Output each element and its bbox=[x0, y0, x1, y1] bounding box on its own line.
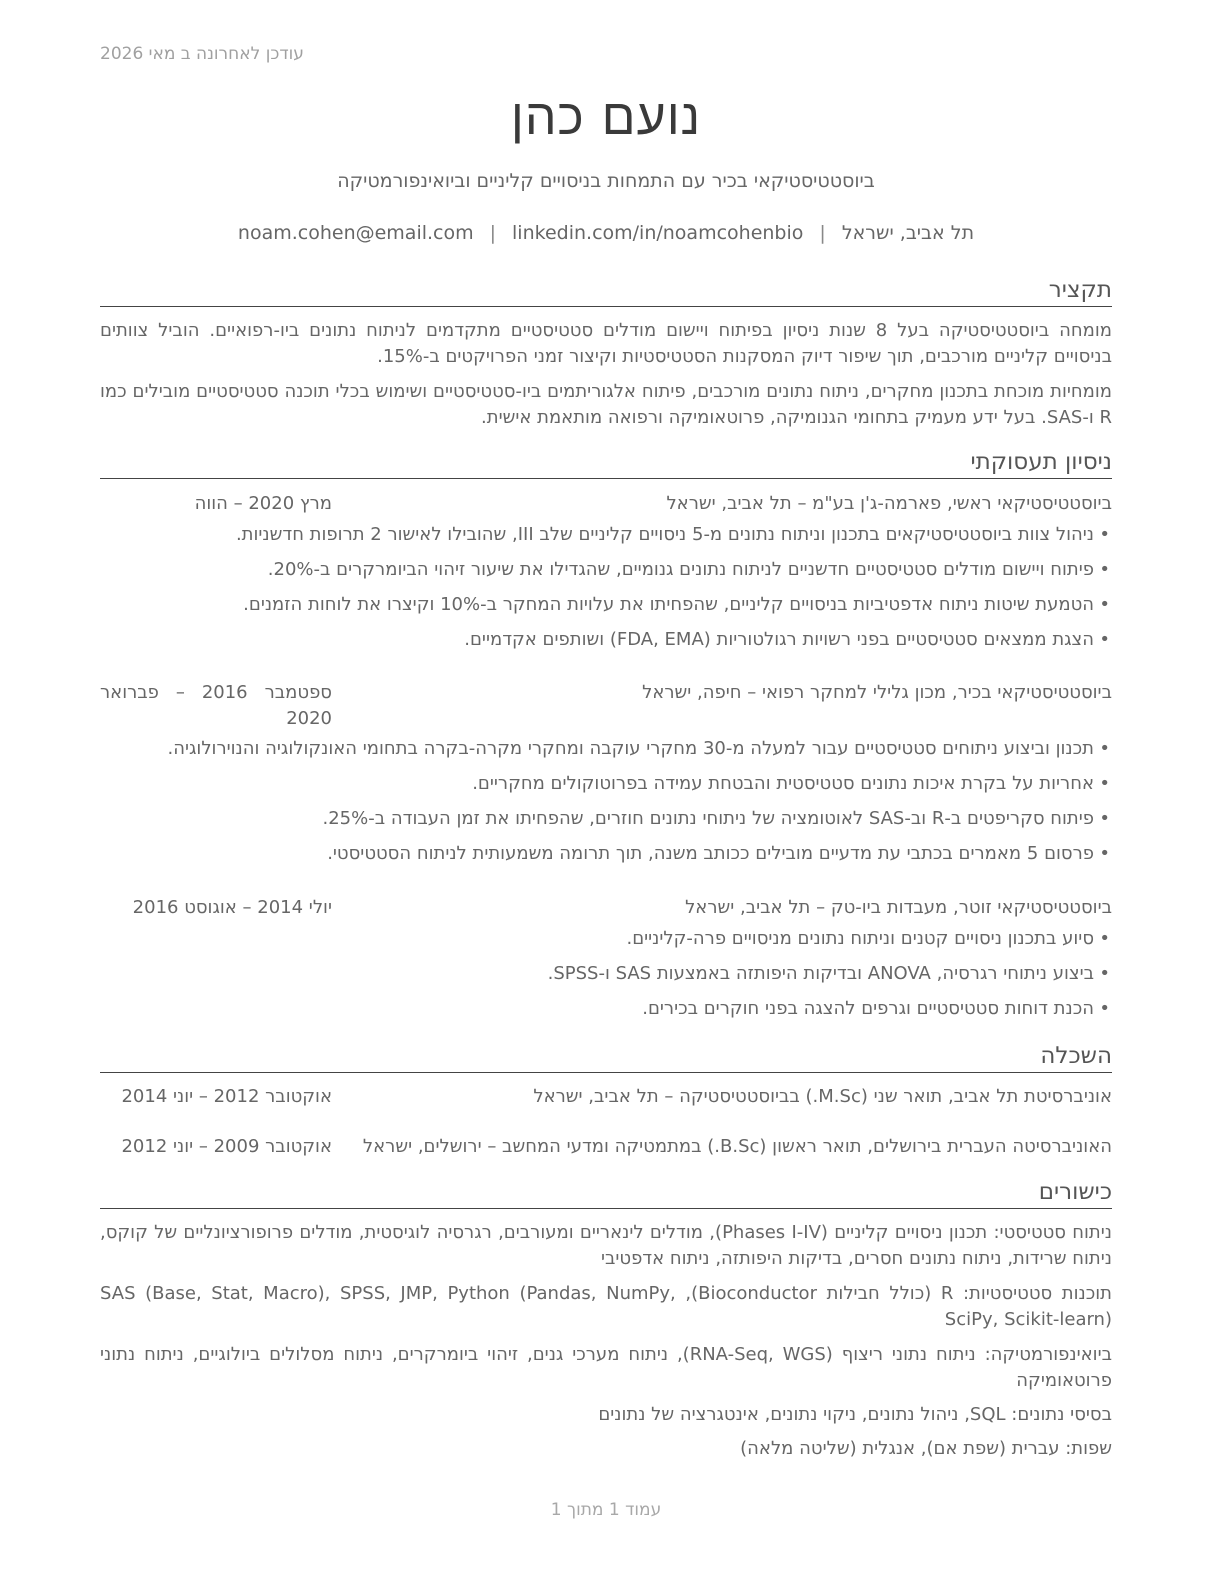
education-title: האוניברסיטה העברית בירושלים, תואר ראשון (B.Sc.) במתמטיקה ומדעי המחשב – ירושלים, ישראל bbox=[362, 1136, 1112, 1157]
list-item: • הצגת ממצאים סטטיסטיים בפני רשויות רגולטוריות (FDA, EMA) ושותפים אקדמיים. bbox=[100, 627, 1112, 662]
skills-item: שפות: עברית (שפת אם), אנגלית (שליטה מלאה) bbox=[740, 1438, 1112, 1459]
job-bullets bbox=[100, 522, 1112, 662]
job-bullets bbox=[100, 736, 1112, 876]
skills-heading: כישורים bbox=[100, 1177, 1112, 1209]
contact-separator: | bbox=[489, 222, 497, 244]
list-item: • הטמעת שיטות ניתוח אדפטיביות בניסויים קליניים, שהפחיתו את עלויות המחקר ב-10% וקיצרו את לוחות הזמנים. bbox=[100, 592, 1112, 627]
list-item: • פיתוח ויישום מודלים סטטיסטיים חדשניים לניתוח נתונים גנומיים, שהגדילו את שיעור זיהוי הביומרקרים ב-20%. bbox=[100, 557, 1112, 592]
job-header bbox=[100, 491, 1112, 517]
list-item: • ביצוע ניתוחי רגרסיה, ANOVA ובדיקות היפותזה באמצעות SAS ו-SPSS. bbox=[100, 961, 1112, 996]
job-dates: מרץ 2020 – הווה bbox=[194, 493, 332, 514]
job-title: ביוסטטיסטיקאי בכיר, מכון גלילי למחקר רפואי – חיפה, ישראל bbox=[642, 682, 1112, 703]
bullet-icon: • bbox=[1099, 928, 1110, 949]
education-heading: השכלה bbox=[100, 1041, 1112, 1073]
summary-paragraph: מומחה ביוסטטיסטיקה בעל 8 שנות ניסיון בפיתוח ויישום מודלים סטטיסטיים מתקדמים לניתוח נתונים ביו-רפואיים. הוביל צוותים בניסויים קליניים מורכבים, תוך שיפור דיוק המסקנות הסטטיסטיות וקיצור זמני הפרויקטים ב-15%. bbox=[100, 320, 1112, 367]
last-updated: עודכן לאחרונה ב מאי 2026 bbox=[100, 44, 304, 64]
job-dates: ספטמבר 2016 – פברואר 2020 bbox=[100, 682, 332, 729]
resume-page bbox=[100, 0, 1112, 1584]
bullet-icon: • bbox=[1099, 594, 1110, 615]
bullet-icon: • bbox=[1099, 524, 1110, 545]
skills-item: בסיסי נתונים: SQL, ניהול נתונים, ניקוי נתונים, אינטגרציה של נתונים bbox=[598, 1404, 1112, 1425]
bullet-icon: • bbox=[1099, 773, 1110, 794]
bullet-icon: • bbox=[1099, 843, 1110, 864]
skills-item: ניתוח סטטיסטי: תכנון ניסויים קליניים (Phases I-IV), מודלים לינאריים ומעורבים, רגרסיה לוגיסטית, מודלים פרופורציונליים של קוקס, ניתוח שרידות, ניתוח נתונים חסרים, בדיקות היפותזה, ניתוח אדפטיבי bbox=[100, 1222, 1112, 1269]
contact-linkedin[interactable]: linkedin.com/in/noamcohenbio bbox=[512, 222, 804, 244]
education-dates: אוקטובר 2009 – יוני 2012 bbox=[121, 1136, 332, 1157]
page-number: עמוד 1 מתוך 1 bbox=[550, 1500, 662, 1520]
bullet-icon: • bbox=[1099, 629, 1110, 650]
education-row bbox=[100, 1134, 1112, 1160]
person-name: נועם כהן bbox=[510, 88, 702, 146]
list-item: • הכנת דוחות סטטיסטיים וגרפים להצגה בפני חוקרים בכירים. bbox=[100, 996, 1112, 1031]
list-item: • אחריות על בקרת איכות נתונים סטטיסטית והבטחת עמידה בפרוטוקולים מחקריים. bbox=[100, 771, 1112, 806]
summary-heading: תקציר bbox=[100, 275, 1112, 307]
job-dates: יולי 2014 – אוגוסט 2016 bbox=[132, 897, 332, 918]
list-item: • תכנון וביצוע ניתוחים סטטיסטיים עבור למעלה מ-30 מחקרי עוקבה ומחקרי מקרה-בקרה בתחומי האונקולוגיה והנוירולוגיה. bbox=[100, 736, 1112, 771]
contact-line bbox=[100, 222, 1112, 244]
summary-paragraph: מומחיות מוכחת בתכנון מחקרים, ניתוח נתונים מורכבים, פיתוח אלגוריתמים ביו-סטטיסטיים ושימוש בכלי תוכנה סטטיסטיים מובילים כמו R ו-SAS. בעל ידע מעמיק בתחומי הגנומיקה, פרוטאומיקה ורפואה מותאמת אישית. bbox=[100, 381, 1112, 428]
bullet-icon: • bbox=[1099, 738, 1110, 759]
list-item: • פיתוח סקריפטים ב-R וב-SAS לאוטומציה של ניתוחי נתונים חוזרים, שהפחיתו את זמן העבודה ב-25%. bbox=[100, 806, 1112, 841]
education-title: אוניברסיטת תל אביב, תואר שני (M.Sc.) בביוסטטיסטיקה – תל אביב, ישראל bbox=[533, 1086, 1112, 1107]
bullet-icon: • bbox=[1099, 963, 1110, 984]
list-item: • ניהול צוות ביוסטטיסטיקאים בתכנון וניתוח נתונים מ-5 ניסויים קליניים שלב III, שהובילו לאישור 2 תרופות חדשניות. bbox=[100, 522, 1112, 557]
job-title: ביוסטטיסטיקאי זוטר, מעבדות ביו-טק – תל אביב, ישראל bbox=[685, 897, 1112, 918]
job-header bbox=[100, 680, 1112, 732]
list-item: • סיוע בתכנון ניסויים קטנים וניתוח נתונים מניסויים פרה-קליניים. bbox=[100, 926, 1112, 961]
bullet-icon: • bbox=[1099, 808, 1110, 829]
skills-item: תוכנות סטטיסטיות: R (כולל חבילות Bioconductor), SAS (Base, Stat, Macro), SPSS, JMP, Python (Pandas, NumPy, SciPy, Scikit-learn) bbox=[100, 1283, 1112, 1330]
contact-location: תל אביב, ישראל bbox=[841, 222, 975, 244]
headline: ביוסטטיסטיקאי בכיר עם התמחות בניסויים קליניים וביואינפורמטיקה bbox=[337, 170, 875, 192]
experience-heading: ניסיון תעסוקתי bbox=[100, 447, 1112, 479]
contact-separator: | bbox=[819, 222, 826, 244]
job-title: ביוסטטיסטיקאי ראשי, פארמה-ג'ן בע"מ – תל אביב, ישראל bbox=[666, 493, 1112, 514]
list-item: • פרסום 5 מאמרים בכתבי עת מדעיים מובילים ככותב משנה, תוך תרומה משמעותית לניתוח הסטטיסטי. bbox=[100, 841, 1112, 876]
skills-item: ביואינפורמטיקה: ניתוח נתוני ריצוף (RNA-Seq, WGS), ניתוח מערכי גנים, זיהוי ביומרקרים, ניתוח מסלולים ביולוגיים, ניתוח נתוני פרוטאומיקה bbox=[100, 1344, 1112, 1391]
bullet-icon: • bbox=[1099, 998, 1110, 1019]
bullet-icon: • bbox=[1099, 559, 1110, 580]
education-row bbox=[100, 1084, 1112, 1110]
contact-email[interactable]: noam.cohen@email.com bbox=[237, 222, 474, 244]
job-bullets bbox=[100, 926, 1112, 1031]
education-dates: אוקטובר 2012 – יוני 2014 bbox=[121, 1086, 332, 1107]
job-header bbox=[100, 895, 1112, 921]
